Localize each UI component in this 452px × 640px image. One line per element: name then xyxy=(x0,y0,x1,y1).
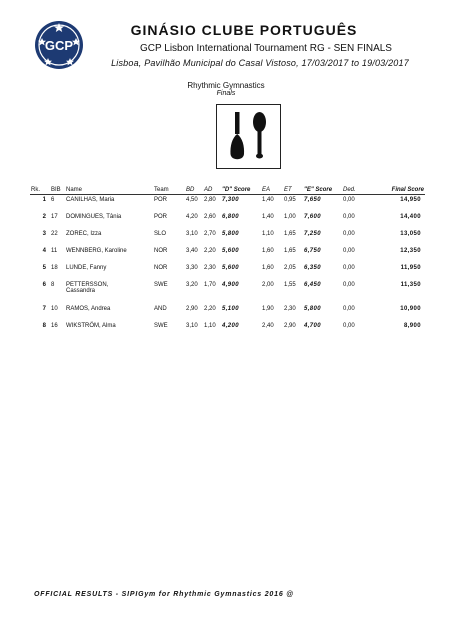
cell-team: SWE xyxy=(154,282,168,288)
cell-ad: 2,20 xyxy=(204,248,216,254)
col-rank: Rk. xyxy=(30,186,50,195)
cell-bib: 8 xyxy=(51,282,55,288)
col-et: ET xyxy=(283,186,303,195)
cell-final-score: 13,050 xyxy=(400,231,421,237)
clubs-icon xyxy=(216,104,281,169)
cell-bib: 11 xyxy=(51,248,58,254)
cell-deductions: 0,00 xyxy=(343,197,355,203)
cell-bd: 3,30 xyxy=(186,265,198,271)
cell-team: POR xyxy=(154,214,168,220)
cell-name: RAMOS, Andrea xyxy=(66,306,111,312)
cell-deductions: 0,00 xyxy=(343,265,355,271)
cell-team: AND xyxy=(154,306,167,312)
cell-deductions: 0,00 xyxy=(343,214,355,220)
cell-final-score: 12,350 xyxy=(400,248,421,254)
cell-d-score: 5,100 xyxy=(222,306,240,312)
cell-et: 2,90 xyxy=(284,323,296,329)
cell-rank: 4 xyxy=(42,248,46,254)
cell-deductions: 0,00 xyxy=(343,323,355,329)
cell-name: ZOREC, Izza xyxy=(66,231,102,237)
cell-e-score: 6,350 xyxy=(304,265,322,271)
cell-bib: 6 xyxy=(51,197,55,203)
cell-e-score: 4,700 xyxy=(304,323,322,329)
cell-final-score: 14,400 xyxy=(400,214,421,220)
cell-ea: 1,90 xyxy=(262,306,274,312)
col-bib: BIB xyxy=(50,186,65,195)
cell-name xyxy=(65,280,153,304)
cell-e-score: 6,450 xyxy=(304,282,322,288)
cell-final-score: 8,900 xyxy=(403,323,421,329)
cell-bib: 17 xyxy=(51,214,58,220)
cell-et: 1,55 xyxy=(284,282,296,288)
table-row xyxy=(30,304,425,321)
cell-bib: 10 xyxy=(51,306,58,312)
cell-d-score: 5,800 xyxy=(222,231,240,237)
col-team: Team xyxy=(153,186,185,195)
col-final-score: Final Score xyxy=(370,186,425,195)
cell-e-score: 6,750 xyxy=(304,248,322,254)
cell-rank: 5 xyxy=(42,265,46,271)
cell-et: 2,30 xyxy=(284,306,296,312)
col-ad: AD xyxy=(203,186,221,195)
cell-d-score: 6,800 xyxy=(222,214,240,220)
cell-et: 1,65 xyxy=(284,231,296,237)
cell-e-score: 5,800 xyxy=(304,306,322,312)
cell-name: WENNBERG, Karoline xyxy=(66,248,127,254)
venue-dates: Lisboa, Pavilhão Municipal do Casal Vistoso, 17/03/2017 to 19/03/2017 xyxy=(111,58,409,68)
cell-bib: 22 xyxy=(51,231,58,237)
cell-ad: 2,60 xyxy=(204,214,216,220)
cell-deductions: 0,00 xyxy=(343,248,355,254)
logo-text: GCP xyxy=(44,38,74,53)
table-row xyxy=(30,246,425,263)
cell-ea: 1,10 xyxy=(262,231,274,237)
table-row xyxy=(30,321,425,338)
footer-text: OFFICIAL RESULTS - SIPIGym for Rhythmic Gymnastics 2016 @ xyxy=(34,591,294,598)
cell-deductions: 0,00 xyxy=(343,282,355,288)
cell-et: 2,05 xyxy=(284,265,296,271)
competition-subtitle: GCP Lisbon International Tournament RG - SEN FINALS xyxy=(140,43,392,54)
cell-bd: 3,10 xyxy=(186,231,198,237)
cell-d-score: 7,300 xyxy=(222,197,240,203)
cell-name-line1: PETTERSSON, xyxy=(66,282,109,288)
cell-rank: 7 xyxy=(42,306,46,312)
cell-ea: 1,60 xyxy=(262,248,274,254)
cell-final-score: 11,950 xyxy=(400,265,421,271)
col-ea: EA xyxy=(261,186,283,195)
cell-d-score: 4,900 xyxy=(222,282,240,288)
cell-bd: 4,50 xyxy=(186,197,198,203)
col-e-score: "E" Score xyxy=(303,186,342,195)
table-row xyxy=(30,263,425,280)
results-table xyxy=(30,186,425,338)
cell-final-score: 11,350 xyxy=(400,282,421,288)
table-row xyxy=(30,195,425,213)
cell-d-score: 5,600 xyxy=(222,265,240,271)
cell-ea: 1,40 xyxy=(262,197,274,203)
col-d-score: "D" Score xyxy=(221,186,261,195)
cell-bib: 16 xyxy=(51,323,58,329)
cell-ad: 1,10 xyxy=(204,323,216,329)
col-bd: BD xyxy=(185,186,203,195)
cell-name: DOMINGUES, Tânia xyxy=(66,214,122,220)
cell-rank: 1 xyxy=(42,197,46,203)
cell-name-line2: Cassandra xyxy=(66,288,96,294)
cell-ea: 1,40 xyxy=(262,214,274,220)
cell-final-score: 10,900 xyxy=(400,306,421,312)
cell-bd: 4,20 xyxy=(186,214,198,220)
cell-rank: 6 xyxy=(42,282,46,288)
cell-ad: 2,30 xyxy=(204,265,216,271)
cell-bd: 2,90 xyxy=(186,306,198,312)
cell-team: NOR xyxy=(154,265,168,271)
cell-e-score: 7,250 xyxy=(304,231,322,237)
cell-ea: 2,40 xyxy=(262,323,274,329)
col-name: Name xyxy=(65,186,153,195)
cell-ad: 2,70 xyxy=(204,231,216,237)
cell-d-score: 5,600 xyxy=(222,248,240,254)
col-deductions: Ded. xyxy=(342,186,370,195)
page-title: GINÁSIO CLUBE PORTUGUÊS xyxy=(130,22,358,38)
cell-team: SLO xyxy=(154,231,167,237)
cell-bd: 3,40 xyxy=(186,248,198,254)
cell-ad: 1,70 xyxy=(204,282,216,288)
cell-rank: 3 xyxy=(42,231,46,237)
cell-d-score: 4,200 xyxy=(222,323,240,329)
cell-ea: 1,60 xyxy=(262,265,274,271)
cell-rank: 8 xyxy=(42,323,46,329)
cell-ad: 2,80 xyxy=(204,197,216,203)
table-row xyxy=(30,229,425,246)
cell-deductions: 0,00 xyxy=(343,231,355,237)
cell-final-score: 14,950 xyxy=(400,197,421,203)
cell-name: CANILHAS, Maria xyxy=(66,197,115,203)
table-row xyxy=(30,212,425,229)
cell-bd: 3,10 xyxy=(186,323,198,329)
cell-bd: 3,20 xyxy=(186,282,198,288)
cell-rank: 2 xyxy=(42,214,46,220)
cell-bib: 18 xyxy=(51,265,58,271)
table-row xyxy=(30,280,425,304)
cell-et: 1,65 xyxy=(284,248,296,254)
table-header-row xyxy=(30,186,425,195)
cell-ad: 2,20 xyxy=(204,306,216,312)
cell-e-score: 7,650 xyxy=(304,197,322,203)
cell-deductions: 0,00 xyxy=(343,306,355,312)
discipline-label: Rhythmic Gymnastics xyxy=(187,81,265,90)
cell-team: SWE xyxy=(154,323,168,329)
cell-e-score: 7,600 xyxy=(304,214,322,220)
cell-et: 0,95 xyxy=(284,197,296,203)
cell-name: LUNDE, Fanny xyxy=(66,265,107,271)
cell-ea: 2,00 xyxy=(262,282,274,288)
cell-team: POR xyxy=(154,197,168,203)
cell-name: WIKSTRÖM, Alma xyxy=(66,323,116,329)
cell-team: NOR xyxy=(154,248,168,254)
phase-label: Finals xyxy=(216,90,236,97)
cell-et: 1,00 xyxy=(284,214,296,220)
